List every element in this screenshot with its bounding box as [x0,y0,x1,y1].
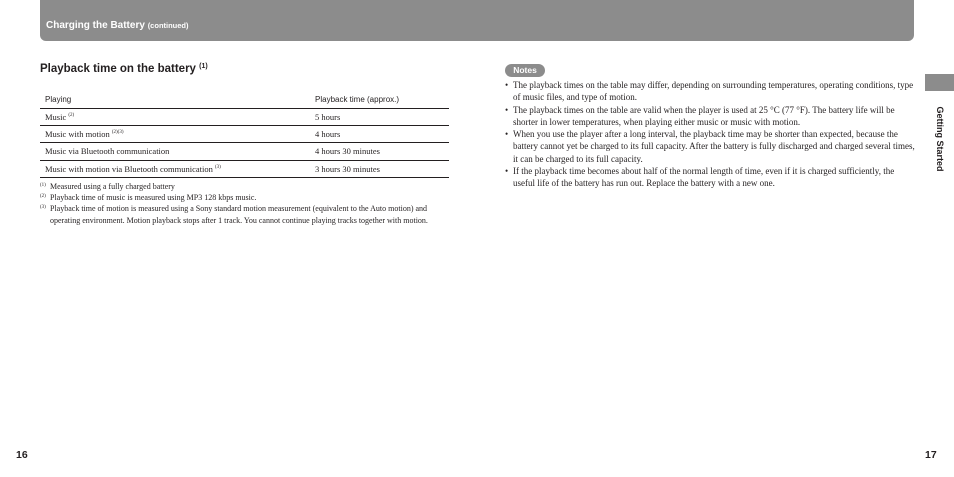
page-number-right: 17 [925,449,937,461]
header-title-text: Charging the Battery [46,20,145,31]
footnote-text: Playback time of music is measured using MP3 128 kbps music. [50,193,257,203]
page-number-left: 16 [16,449,28,461]
cell-time: 4 hours [312,125,449,142]
note-item [505,79,917,104]
note-text: The playback times on the table are valid when the player is used at 25 °C (77 °F). The battery life will be shorter in lower temperatures, when playing either music or music with motion. [513,104,895,127]
column-header-playing: Playing [40,91,312,108]
cell-playing [40,160,312,177]
note-text: If the playback time becomes about half of the normal length of time, even if it is charged sufficiently, the useful life of the battery has run out. Replace the battery with a new one. [513,166,895,189]
notes-badge: Notes [505,64,545,77]
note-text: The playback times on the table may differ, depending on surrounding temperatures, operating conditions, type of music files, and type of motion. [513,80,914,103]
bullet-icon: • [505,166,509,177]
note-text: When you use the player after a long interval, the playback time may be shorter than expected, because the battery cannot yet be charged to its full capacity. After the battery is fully discharged and charged several times, it can be charged to its full capacity. [513,129,915,164]
footnote-ref: (2)(3) [111,130,124,136]
note-item [505,104,917,129]
playing-text: Music with motion [45,129,110,140]
footnote-mark: (2) [40,194,46,200]
table-row [40,160,449,177]
cell-playing [40,143,312,160]
bullet-icon: • [505,80,509,90]
footnote [40,203,449,225]
table-row [40,108,449,125]
footnote-text: Playback time of motion is measured using a Sony standard motion measurement (equivalent to the Auto motion) and operating environment. Motion playback stops after 1 track. You cannot continue playing tracks together with motion. [50,204,428,225]
side-tab-label [925,91,954,187]
table-row [40,125,449,142]
footnotes [40,181,449,226]
playing-text: Music [45,111,67,122]
note-item [505,165,917,190]
footnote-mark: (1) [40,183,46,188]
footnote-ref: (2) [68,112,75,118]
cell-time: 5 hours [312,108,449,125]
footnote-ref: (3) [214,164,221,170]
header-bar [40,0,914,41]
playing-text: Music via Bluetooth communication [45,146,170,157]
cell-time: 4 hours 30 minutes [312,143,449,160]
header-continued: (continued) [147,21,189,30]
header-title [46,20,189,31]
footnote [40,192,449,203]
note-item [505,128,917,165]
cell-time: 3 hours 30 minutes [312,160,449,177]
playing-text: Music with motion via Bluetooth communication [45,163,213,174]
cell-playing [40,125,312,142]
footnote [40,181,449,192]
bullet-icon: • [505,129,509,140]
section-title-text: Playback time on the battery [40,63,196,75]
table-row [40,143,449,160]
notes-list [505,79,917,190]
table-header-row [40,91,449,108]
bullet-icon: • [505,104,509,115]
side-tab-text: Getting Started [934,106,945,172]
cell-playing [40,108,312,125]
section-title-footnote-ref: (1) [199,63,208,70]
footnote-mark: (3) [40,205,46,211]
footnote-text: Measured using a fully charged battery [50,182,175,191]
playback-time-table [40,91,449,178]
column-header-playback-time: Playback time (approx.) [312,91,449,108]
section-title [40,63,208,75]
